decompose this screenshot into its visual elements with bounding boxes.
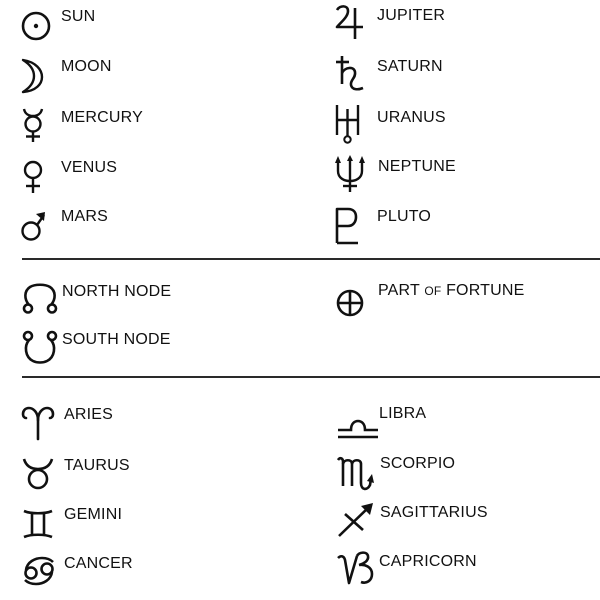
- north-node-icon: [21, 283, 59, 315]
- legend-label: SAGITTARIUS: [380, 504, 488, 521]
- mars-icon: [21, 210, 47, 242]
- mercury-icon: [21, 107, 45, 143]
- jupiter-icon: [334, 4, 364, 40]
- neptune-icon: [334, 155, 366, 193]
- capricorn-icon: [337, 550, 377, 588]
- moon-icon: [20, 58, 46, 94]
- legend-label: ARIES: [64, 406, 114, 423]
- legend-label: VENUS: [61, 159, 118, 176]
- legend-label: NORTH NODE: [62, 283, 172, 300]
- sagittarius-icon: [337, 502, 375, 538]
- legend-label: SOUTH NODE: [62, 331, 171, 348]
- legend-label: PLUTO: [377, 208, 432, 225]
- saturn-icon: [334, 54, 368, 92]
- legend-label: GEMINI: [64, 506, 123, 523]
- south-node-icon: [21, 329, 61, 365]
- legend-label: MOON: [61, 58, 112, 75]
- legend-label: SCORPIO: [380, 455, 456, 472]
- legend-label: URANUS: [377, 109, 446, 126]
- legend-label: PART OF FORTUNE: [378, 282, 525, 299]
- section-divider: [22, 376, 600, 378]
- legend-label: CAPRICORN: [379, 553, 477, 570]
- venus-icon: [21, 160, 45, 194]
- aries-icon: [21, 406, 55, 440]
- sun-icon: [20, 10, 52, 42]
- legend-label: MERCURY: [61, 109, 144, 126]
- legend-label: LIBRA: [379, 405, 427, 422]
- scorpio-icon: [337, 456, 375, 492]
- pluto-icon: [334, 207, 360, 245]
- legend-label: JUPITER: [377, 7, 446, 24]
- uranus-icon: [334, 104, 362, 144]
- gemini-icon: [23, 510, 53, 538]
- libra-icon: [337, 420, 379, 440]
- cancer-icon: [22, 556, 56, 586]
- section-divider: [22, 258, 600, 260]
- legend-label: NEPTUNE: [378, 158, 456, 175]
- legend-label: MARS: [61, 208, 109, 225]
- legend-label: TAURUS: [64, 457, 130, 474]
- legend-label: CANCER: [64, 555, 133, 572]
- legend-label: SUN: [61, 8, 96, 25]
- part-of-fortune-icon: [335, 288, 365, 318]
- taurus-icon: [22, 457, 54, 491]
- legend-label: SATURN: [377, 58, 443, 75]
